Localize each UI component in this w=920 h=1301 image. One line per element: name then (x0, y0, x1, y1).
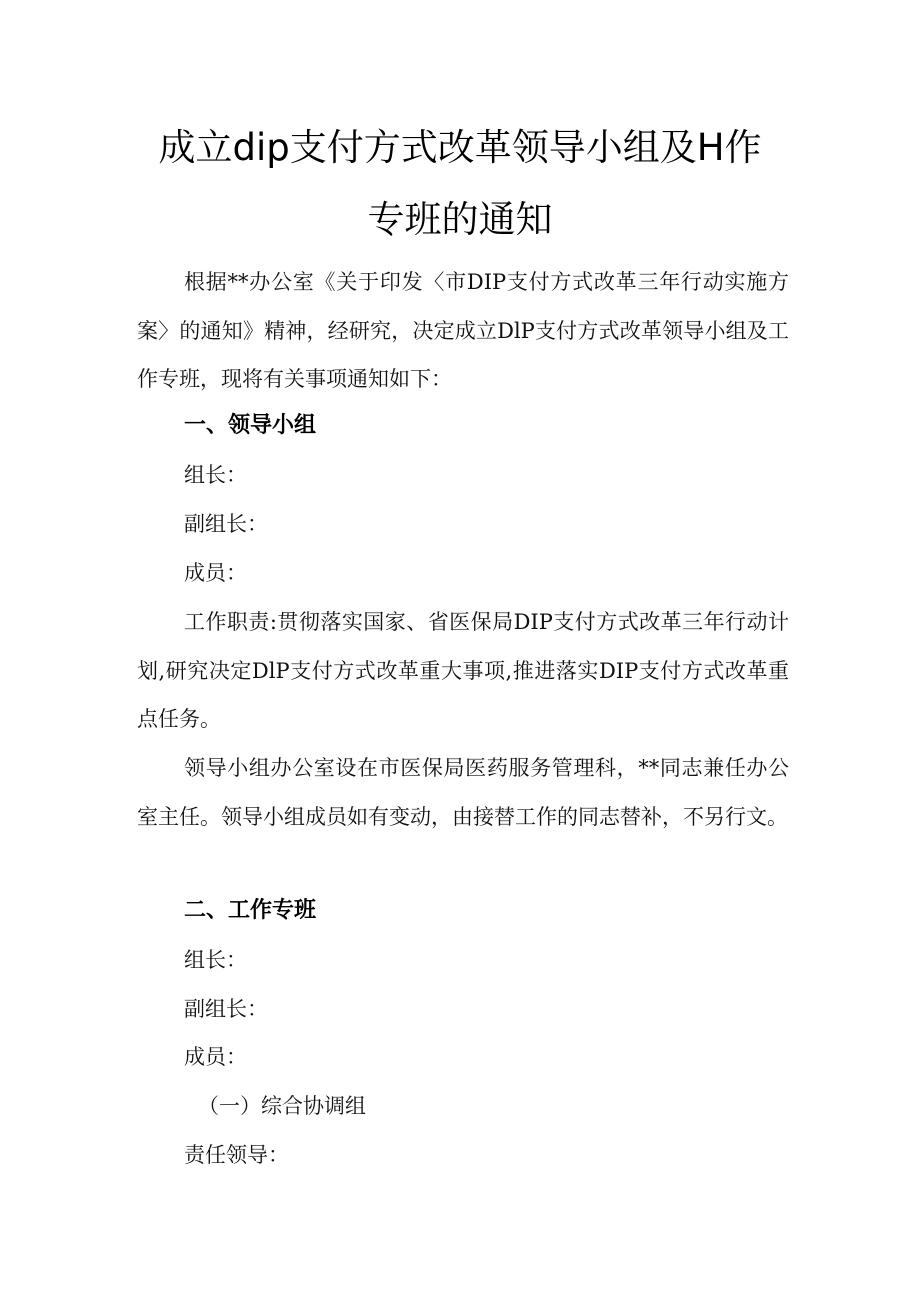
responsible-leader-label: 责任领导： (184, 1143, 289, 1167)
office-paragraph: 领导小组办公室设在市医保局医药服务管理科，**同志兼任办公室主任。领导小组成员如有变动，由接替工作的同志替补，不另行文。 (137, 756, 789, 829)
members-label: 成员： (184, 561, 247, 585)
subgroup-heading-coordination: （一）综合协调组 (198, 1094, 366, 1118)
section-heading-leading-group: 一、领导小组 (184, 413, 317, 438)
deputy-leader-label: 副组长： (184, 512, 268, 536)
team-members-label: 成员： (184, 1045, 247, 1069)
duties-paragraph: 工作职责:贯彻落实国家、省医保局DIP支付方式改革三年行动计划,研究决定DlP支付方式改革重大事项,推进落实DIP支付方式改革重点任务。 (137, 610, 789, 732)
document-title-line-2: 专班的通知 (367, 198, 553, 241)
document-title-line-1: 成立dip支付方式改革领导小组及H作 (158, 126, 762, 169)
team-deputy-leader-label: 副组长： (184, 997, 268, 1021)
intro-paragraph: 根据**办公室《关于印发〈市DIP支付方式改革三年行动实施方案〉的通知》精神，经研究，决定成立DlP支付方式改革领导小组及工作专班，现将有关事项通知如下： (137, 270, 789, 392)
leader-label: 组长： (184, 463, 247, 487)
section-heading-work-team: 二、工作专班 (184, 898, 317, 923)
team-leader-label: 组长： (184, 948, 247, 972)
